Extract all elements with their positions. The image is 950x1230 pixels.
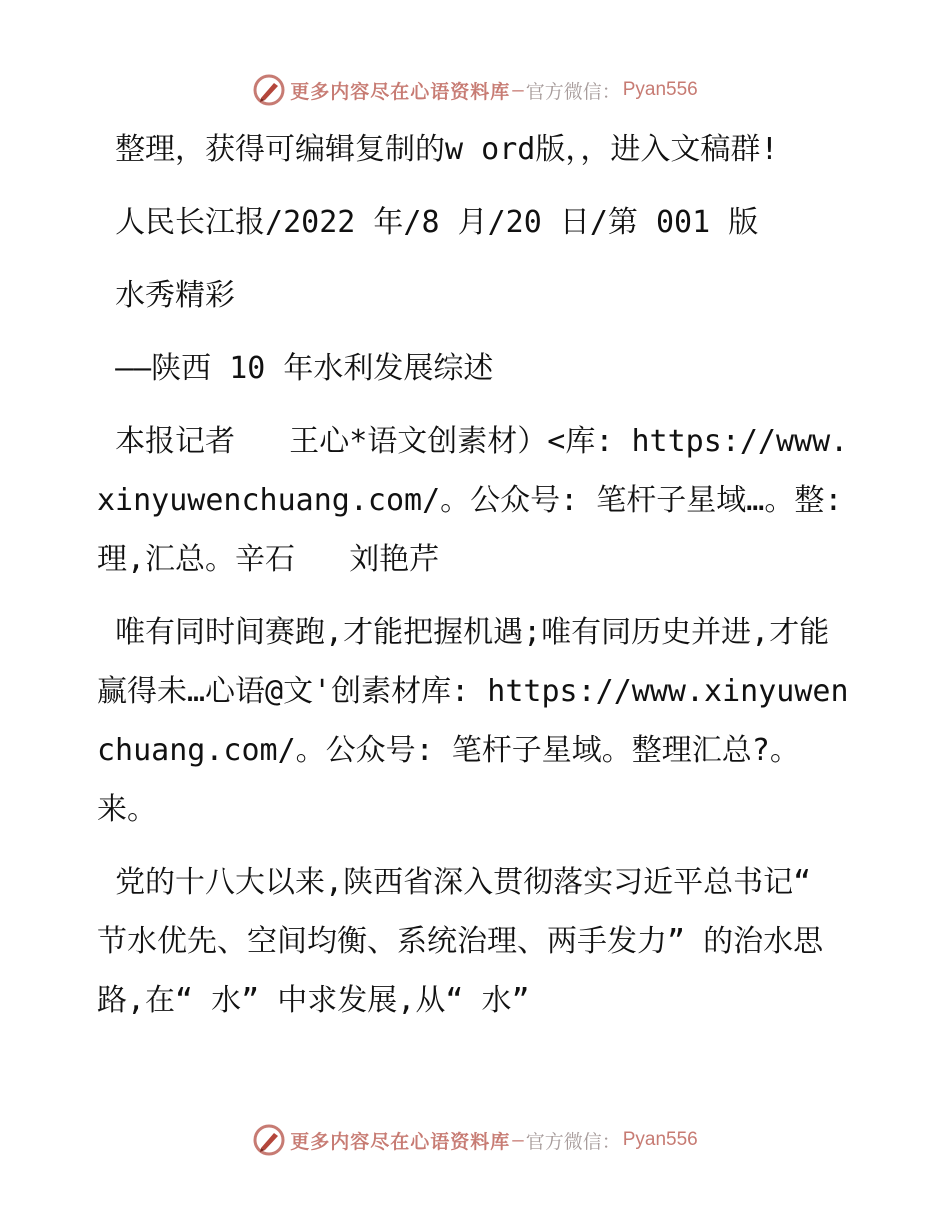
paragraph-lead: 唯有同时间赛跑,才能把握机遇;唯有同历史并进,才能赢得未…心语@文'创素材库: https://www.xinyuwenchuang.com/。公众号: 笔杆子星域。整理汇总?。来。 — [97, 615, 849, 827]
watermark-wechat-id: Pyan556 — [622, 79, 698, 100]
watermark-separator: — — [512, 1129, 524, 1151]
pen-logo-icon — [252, 73, 286, 107]
paragraph-body: 党的十八大以来,陕西省深入贯彻落实习近平总书记“ 节水优先、空间均衡、系统治理、两手发力” 的治水思路,在“ 水” 中求发展,从“ 水” — [97, 865, 830, 1018]
watermark-separator: — — [512, 79, 524, 101]
paragraph-title: 水秀精彩 — [97, 278, 236, 313]
watermark-official: 官方微信： — [525, 1130, 621, 1153]
watermark-text: 更多内容尽在心语资料库 — [290, 80, 511, 103]
document-body — [97, 120, 857, 1030]
pen-logo-icon — [252, 1123, 286, 1157]
watermark-official: 官方微信： — [525, 80, 621, 103]
watermark-wechat-id: Pyan556 — [622, 1129, 698, 1150]
watermark-banner-top — [0, 70, 950, 110]
paragraph-intro: 整理，获得可编辑复制的w ord版，，进入文稿群! — [97, 132, 779, 167]
watermark-text: 更多内容尽在心语资料库 — [290, 1130, 511, 1153]
watermark-banner-bottom — [0, 1120, 950, 1160]
paragraph-source: 人民长江报/2022 年/8 月/20 日/第 001 版 — [97, 205, 759, 240]
paragraph-subtitle: ——陕西 10 年水利发展综述 — [97, 351, 494, 386]
paragraph-byline: 本报记者 王心*语文创素材）<库: https://www.xinyuwenchuang.com/。公众号: 笔杆子星域…。整:理,汇总。辛石 刘艳芹 — [97, 424, 849, 577]
